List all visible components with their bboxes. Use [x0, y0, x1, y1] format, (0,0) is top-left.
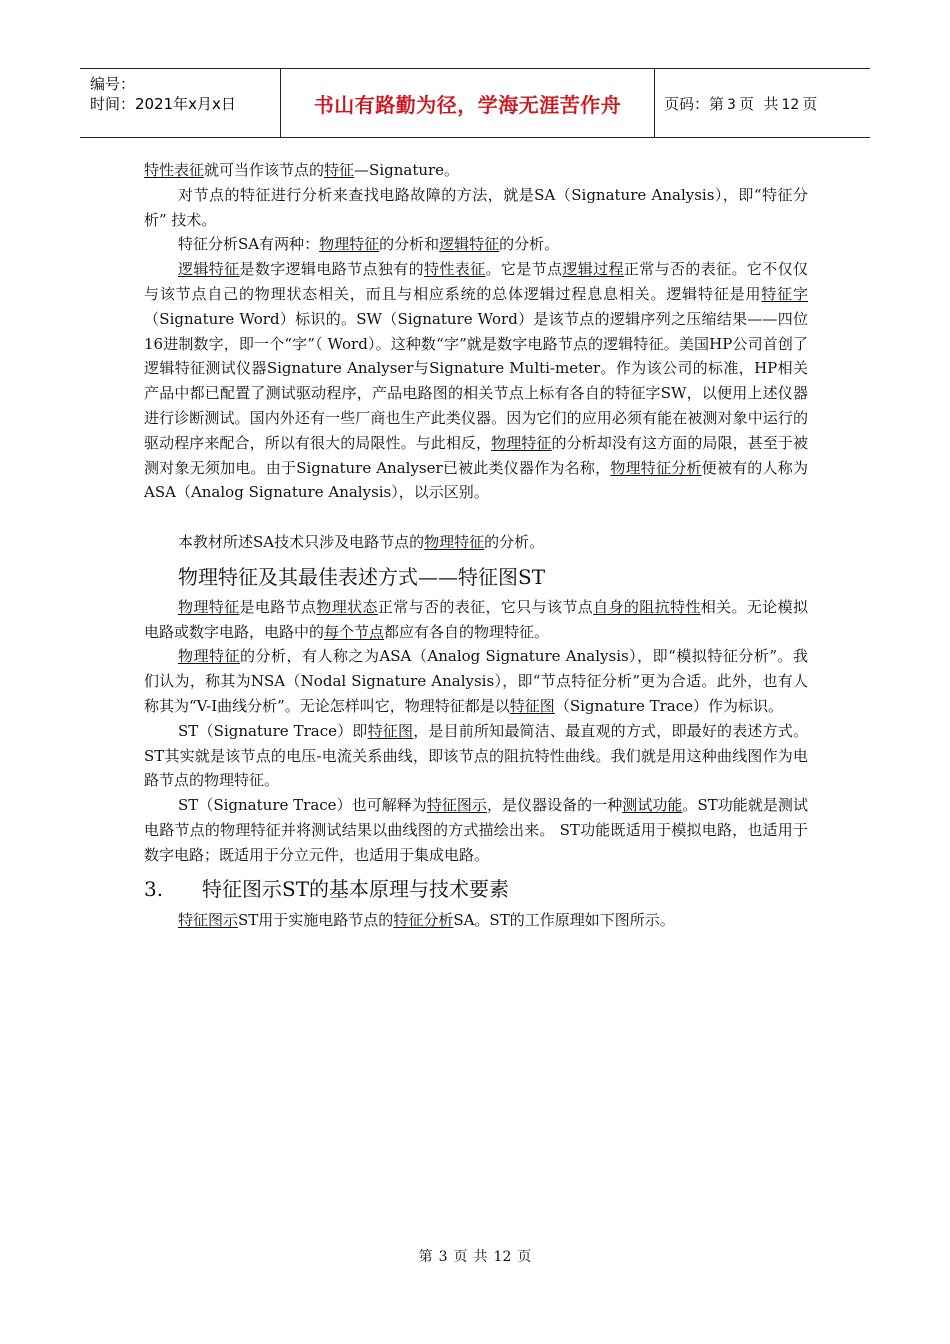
term-link: 物理特征: [424, 532, 485, 551]
text-run: 特征分析SA有两种：: [178, 235, 320, 254]
section-heading: 物理特征及其最佳表述方式——特征图ST: [178, 564, 546, 589]
doc-time-label: 时间：2021年x月x日: [90, 95, 236, 113]
text-run: SA。ST的工作原理如下图所示。: [453, 910, 675, 929]
term-link: 逻辑过程: [562, 260, 624, 279]
page-mid: 页 共: [738, 95, 779, 113]
text-run: 正常与否的表征，它只与该节点: [377, 597, 594, 616]
paragraph-6: [144, 595, 808, 645]
footer-page-total: 12: [493, 1249, 512, 1265]
text-run: 就可当作该节点的: [204, 161, 325, 179]
text-run: 正常与否的表征。它不仅仅与该节点自己的物理状态相关，而且与相应系统的总体逻辑过程息息相关。逻辑特征是用: [144, 260, 808, 303]
text-run: 是数字逻辑电路节点独有的: [239, 260, 424, 279]
text-run: （Signature Word）标识的。SW（Signature Word）是该节点的逻辑序列之压缩结果——四位16进制数字，即一个“字”（ Word）。这种数“字”就是数字电路节点的逻辑特征。美国HP公司首创了逻辑特征测试仪器Signature Analyser与Signature Multi-meter。作为该公司的标准，HP相关产品中都已配置了测试驱动程序，产品电路图的相关节点上标有各自的特征字SW，以便用上述仪器进行诊断测试。国内外还有一些厂商也生产此类仪器。因为它们的应用必须有能在被测对象中运行的驱动程序来配合，所以有很大的局限性。与此相反，: [144, 309, 808, 452]
term-link: 逻辑特征: [439, 235, 500, 254]
paragraph-7: [144, 644, 808, 718]
text-run: 本教材所述SA技术只涉及电路节点的: [178, 532, 425, 551]
term-link: 特征图示: [178, 910, 239, 929]
page-header: [80, 68, 870, 138]
text-run: （Signature Trace）作为标识。: [554, 696, 783, 715]
footer-page-number: 3: [438, 1249, 448, 1265]
paragraph-3: [144, 232, 808, 257]
text-run: 。它是节点: [485, 260, 563, 279]
text-run: —Signature。: [354, 161, 460, 179]
term-link: 测试功能: [622, 796, 683, 815]
text-run: 。ST功能就是测试电路节点的物理特征并将测试结果以曲线图的方式描绘出来。 ST功能既适用于模拟电路，也适用于数字电路；既适用于分立元件，也适用于集成电路。: [144, 796, 808, 864]
paragraph-4: [144, 257, 808, 505]
header-meta-cell: [80, 69, 280, 137]
footer-word: 共: [473, 1249, 488, 1265]
text-run: ，是仪器设备的一种: [486, 796, 623, 815]
paragraph-10: [144, 908, 808, 933]
text-run: ST（Signature Trace）也可解释为: [178, 796, 427, 815]
term-link: 逻辑特征: [178, 260, 240, 279]
text-run: ST用于实施电路节点的: [238, 910, 394, 929]
header-page-info: [664, 93, 817, 114]
term-link: 物理特征: [178, 597, 240, 616]
paragraph-5: [144, 530, 808, 555]
term-link: 特征图示: [426, 796, 487, 815]
header-page-cell: [654, 69, 870, 137]
term-link: 特性表征: [423, 260, 486, 279]
header-motto-cell: [280, 69, 655, 137]
term-link: 物理特征: [491, 433, 552, 452]
text-run: 的分析和: [379, 235, 440, 254]
term-link: 物理状态: [316, 597, 378, 616]
heading-number: 3.: [144, 876, 164, 901]
footer-word: 页: [517, 1249, 532, 1265]
footer-word: 页: [453, 1249, 468, 1265]
document-body: [144, 158, 808, 932]
text-run: 的分析，有人称之为ASA（Analog Signature Analysis），即“模拟特征分析”。我们认为，称其为NSA（Nodal Signature Analysis），即“节点特征分析”更为合适。此外，也有人称其为“V-I曲线分析”。无论怎样叫它，物理特征都是以: [144, 647, 808, 715]
paragraph-1: [144, 158, 808, 183]
term-link: 特征字: [761, 284, 808, 303]
term-link: 物理特征: [178, 647, 240, 666]
term-link: 自身的阻抗特性: [593, 597, 701, 616]
term-link: 特征分析: [393, 910, 454, 929]
footer-word: 第: [418, 1249, 433, 1265]
motto: 书山有路勤为径，学海无涯苦作舟: [313, 93, 622, 117]
text-run: 的分析。: [484, 532, 545, 551]
paragraph-9: [144, 793, 808, 867]
page-total: 12: [781, 97, 800, 113]
chapter-heading: [144, 874, 808, 904]
text-run: 都应有各自的物理特征。: [384, 622, 550, 641]
page-suffix: 页: [802, 95, 818, 113]
term-link: 物理特征分析: [610, 458, 702, 477]
page-footer: [0, 1246, 950, 1266]
term-link: 物理特征: [319, 235, 380, 254]
term-link: 每个节点: [324, 622, 385, 641]
text-run: 的分析却没有这方面的局限，甚至于被测对象无须加电。由于Signature Analyser已被此类仪器作为名称，: [144, 433, 808, 477]
text-run: 便被有的人称为ASA（Analog Signature Analysis），以示区别。: [144, 458, 808, 502]
doc-number-label: 编号：: [90, 75, 136, 93]
text-run: 相关。无论模拟电路或数字电路，电路中的: [144, 597, 808, 641]
term-link: 特征图: [509, 696, 555, 715]
page-label: 页码：: [664, 95, 710, 113]
text-run: ，是目前所知最简洁、最直观的方式，即最好的表述方式。ST其实就是该节点的电压-电流关系曲线，即该节点的阻抗特性曲线。我们就是用这种曲线图作为电路节点的物理特征。: [144, 721, 808, 790]
page-number: 3: [727, 97, 736, 113]
text-run: 的分析。: [499, 235, 560, 254]
paragraph-8: [144, 719, 808, 793]
term-link: 特征: [324, 161, 355, 179]
text-run: ST（Signature Trace）即: [178, 721, 368, 740]
paragraph-2: 对节点的特征进行分析来查找电路故障的方法，就是SA（Signature Analysis），即“特征分析” 技术。: [144, 185, 808, 229]
text-run: 是电路节点: [239, 597, 317, 616]
heading-text: 特征图示ST的基本原理与技术要素: [202, 876, 510, 901]
term-link: 特征图: [367, 721, 414, 740]
term-link: 特性表征: [144, 161, 205, 179]
page-prefix: 第: [709, 95, 725, 113]
